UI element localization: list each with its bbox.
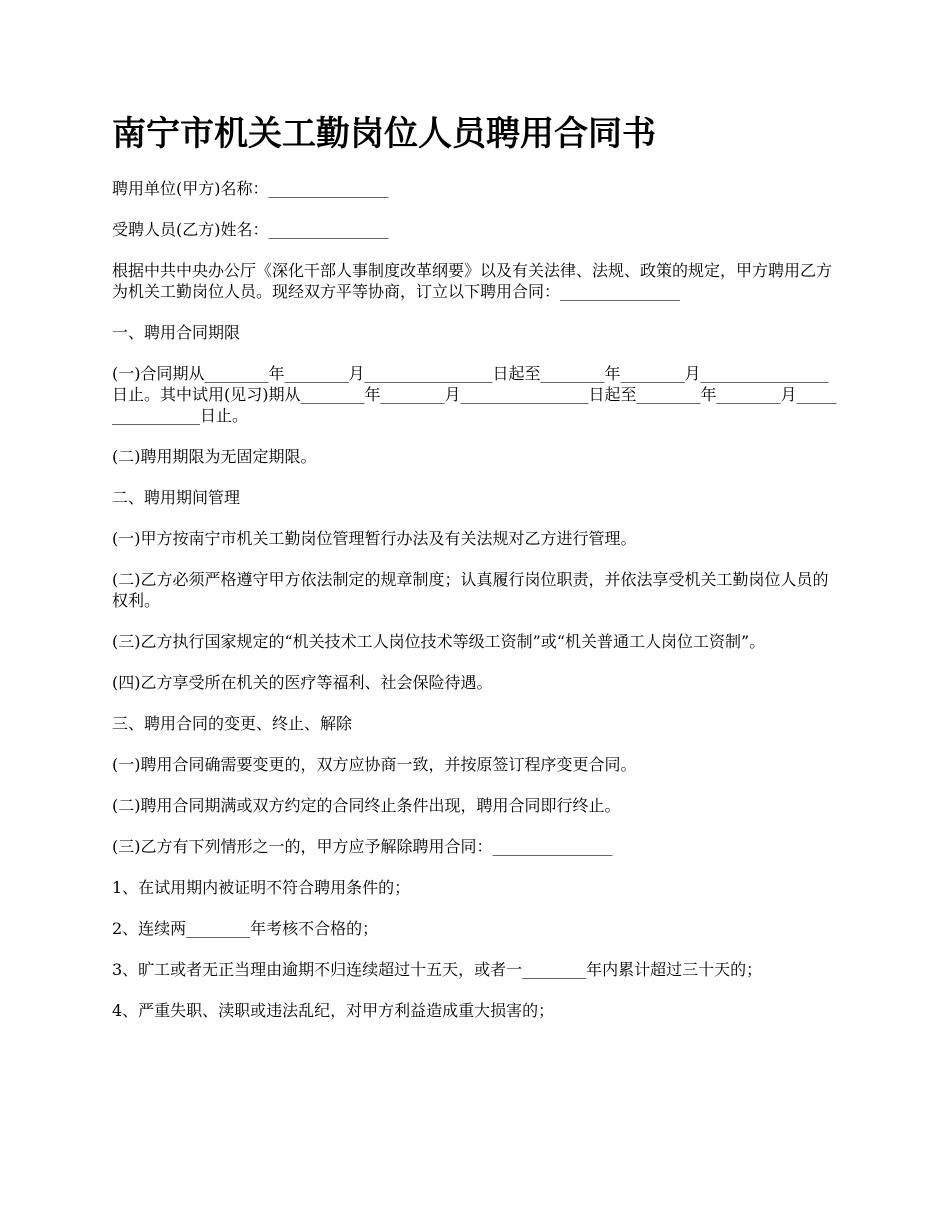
section-heading-change: 三、聘用合同的变更、终止、解除	[112, 714, 353, 733]
employer-name-line: 聘用单位(甲方)名称：_______________	[112, 179, 389, 198]
list-item-4: 4、严重失职、渎职或违法乱纪，对甲方利益造成重大损害的；	[112, 1001, 555, 1020]
section-heading-term: 一、聘用合同期限	[112, 323, 241, 342]
clause-change-2: (二)聘用合同期满或双方约定的合同终止条件出现，聘用合同即行终止。	[112, 796, 621, 815]
clause-indefinite-term: (二)聘用期限为无固定期限。	[112, 447, 317, 466]
list-item-1: 1、在试用期内被证明不符合聘用条件的；	[112, 878, 411, 897]
clause-management-4: (四)乙方享受所在机关的医疗等福利、社会保险待遇。	[112, 673, 493, 692]
clause-term-dates: (一)合同期从________年________月________________日起至________年________月________________日止。其中试用(见习)期从________年________月________________日起至________年________月________________日止。	[112, 364, 837, 425]
preamble-paragraph: 根据中共中央办公厅《深化干部人事制度改革纲要》以及有关法律、法规、政策的规定，甲方聘用乙方为机关工勤岗位人员。现经双方平等协商，订立以下聘用合同：_______________	[112, 261, 833, 301]
clause-management-2: (二)乙方必须严格遵守甲方依法制定的规章制度；认真履行岗位职责，并依法享受机关工勤岗位人员的权利。	[112, 570, 829, 610]
employee-name-line: 受聘人员(乙方)姓名：_______________	[112, 220, 389, 239]
clause-change-1: (一)聘用合同确需要变更的，双方应协商一致，并按原签订程序变更合同。	[112, 755, 637, 774]
clause-change-3: (三)乙方有下列情形之一的，甲方应予解除聘用合同：_______________	[112, 837, 613, 856]
list-item-3: 3、旷工或者无正当理由逾期不归连续超过十五天，或者一________年内累计超过三十天的；	[112, 960, 763, 979]
document-title: 南宁市机关工勤岗位人员聘用合同书	[112, 114, 656, 154]
section-heading-management: 二、聘用期间管理	[112, 488, 241, 507]
list-item-2: 2、连续两________年考核不合格的；	[112, 919, 379, 938]
clause-management-1: (一)甲方按南宁市机关工勤岗位管理暂行办法及有关法规对乙方进行管理。	[112, 529, 637, 548]
clause-management-3: (三)乙方执行国家规定的“机关技术工人岗位技术等级工资制”或“机关普通工人岗位工资制”。	[112, 632, 766, 651]
